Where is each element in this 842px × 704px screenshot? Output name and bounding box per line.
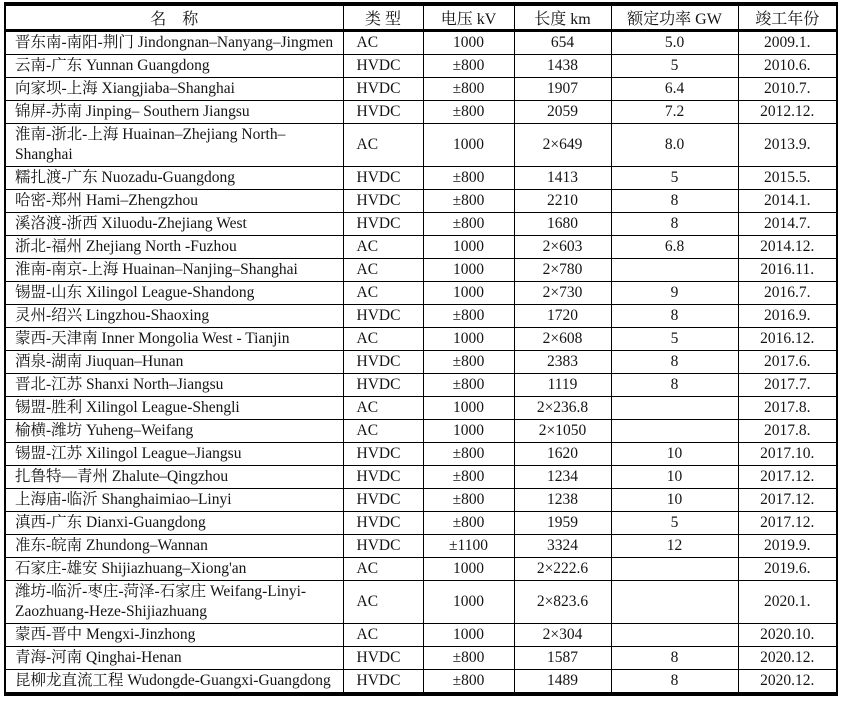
line-type-cell: HVDC: [343, 647, 423, 670]
line-name-cell: 扎鲁特—青州 Zhalute–Qingzhou: [5, 466, 343, 489]
line-name-cell: 锦屏-苏南 Jinping– Southern Jiangsu: [5, 101, 343, 124]
line-completion-year-cell: 2014.12.: [738, 236, 837, 259]
line-type-cell: HVDC: [343, 55, 423, 78]
line-type-cell: HVDC: [343, 512, 423, 535]
line-length-cell: 1959: [514, 512, 611, 535]
line-length-cell: 1119: [514, 374, 611, 397]
line-voltage-cell: ±800: [423, 466, 514, 489]
line-length-cell: 2059: [514, 101, 611, 124]
table-row: [5, 78, 837, 101]
line-completion-year-cell: 2020.12.: [738, 670, 837, 695]
line-type-cell: HVDC: [343, 670, 423, 695]
line-voltage-cell: ±800: [423, 512, 514, 535]
table-row: [5, 167, 837, 190]
table-row: [5, 124, 837, 167]
table-row: [5, 351, 837, 374]
line-rated-power-cell: 10: [611, 443, 738, 466]
column-header-name: 名 称: [5, 4, 343, 31]
line-length-cell: 1907: [514, 78, 611, 101]
table-body: [5, 31, 837, 695]
line-name-cell: 榆横-潍坊 Yuheng–Weifang: [5, 420, 343, 443]
line-length-cell: 2×649: [514, 124, 611, 167]
line-type-cell: AC: [343, 328, 423, 351]
line-voltage-cell: ±800: [423, 670, 514, 695]
line-completion-year-cell: 2020.10.: [738, 624, 837, 647]
line-rated-power-cell: 7.2: [611, 101, 738, 124]
column-header-year: 竣工年份: [738, 4, 837, 31]
table-row: [5, 581, 837, 624]
line-length-cell: 1720: [514, 305, 611, 328]
line-voltage-cell: 1000: [423, 236, 514, 259]
table-row: [5, 535, 837, 558]
table-row: [5, 624, 837, 647]
line-length-cell: 1438: [514, 55, 611, 78]
line-rated-power-cell: 5: [611, 167, 738, 190]
line-type-cell: AC: [343, 624, 423, 647]
line-name-cell: 锡盟-江苏 Xilingol League–Jiangsu: [5, 443, 343, 466]
line-rated-power-cell: 5: [611, 512, 738, 535]
line-name-cell: 酒泉-湖南 Jiuquan–Hunan: [5, 351, 343, 374]
line-voltage-cell: ±800: [423, 101, 514, 124]
table-row: [5, 259, 837, 282]
table-row: [5, 647, 837, 670]
line-voltage-cell: 1000: [423, 397, 514, 420]
line-voltage-cell: 1000: [423, 282, 514, 305]
table-row: [5, 213, 837, 236]
table-row: [5, 466, 837, 489]
line-type-cell: AC: [343, 420, 423, 443]
line-completion-year-cell: 2020.12.: [738, 647, 837, 670]
line-completion-year-cell: 2009.1.: [738, 31, 837, 55]
column-header-power: 额定功率 GW: [611, 4, 738, 31]
line-voltage-cell: ±800: [423, 55, 514, 78]
line-completion-year-cell: 2017.7.: [738, 374, 837, 397]
line-type-cell: AC: [343, 31, 423, 55]
line-completion-year-cell: 2017.10.: [738, 443, 837, 466]
line-completion-year-cell: 2016.11.: [738, 259, 837, 282]
line-rated-power-cell: 5: [611, 328, 738, 351]
line-voltage-cell: ±1100: [423, 535, 514, 558]
line-length-cell: 1587: [514, 647, 611, 670]
line-completion-year-cell: 2017.12.: [738, 466, 837, 489]
line-rated-power-cell: 10: [611, 466, 738, 489]
line-voltage-cell: 1000: [423, 124, 514, 167]
line-voltage-cell: 1000: [423, 31, 514, 55]
line-completion-year-cell: 2012.12.: [738, 101, 837, 124]
line-name-cell: 滇西-广东 Dianxi-Guangdong: [5, 512, 343, 535]
line-name-cell: 石家庄-雄安 Shijiazhuang–Xiong'an: [5, 558, 343, 581]
line-name-cell: 淮南-浙北-上海 Huainan–Zhejiang North–Shanghai: [5, 124, 343, 167]
line-voltage-cell: 1000: [423, 259, 514, 282]
line-name-cell: 潍坊-临沂-枣庄-菏泽-石家庄 Weifang-Linyi-Zaozhuang-Heze-Shijiazhuang: [5, 581, 343, 624]
line-completion-year-cell: 2016.7.: [738, 282, 837, 305]
table-row: [5, 489, 837, 512]
table-row: [5, 236, 837, 259]
line-voltage-cell: 1000: [423, 558, 514, 581]
line-length-cell: 2×603: [514, 236, 611, 259]
line-name-cell: 浙北-福州 Zhejiang North -Fuzhou: [5, 236, 343, 259]
line-completion-year-cell: 2014.7.: [738, 213, 837, 236]
line-rated-power-cell: 8: [611, 670, 738, 695]
line-type-cell: HVDC: [343, 305, 423, 328]
line-completion-year-cell: 2019.6.: [738, 558, 837, 581]
line-type-cell: AC: [343, 558, 423, 581]
line-voltage-cell: ±800: [423, 78, 514, 101]
line-voltage-cell: ±800: [423, 213, 514, 236]
line-type-cell: HVDC: [343, 489, 423, 512]
line-type-cell: HVDC: [343, 78, 423, 101]
line-rated-power-cell: [611, 420, 738, 443]
line-type-cell: AC: [343, 282, 423, 305]
table-row: [5, 558, 837, 581]
line-voltage-cell: ±800: [423, 647, 514, 670]
line-type-cell: AC: [343, 259, 423, 282]
line-rated-power-cell: 8: [611, 647, 738, 670]
line-voltage-cell: ±800: [423, 351, 514, 374]
table-row: [5, 101, 837, 124]
line-voltage-cell: ±800: [423, 374, 514, 397]
table-row: [5, 305, 837, 328]
line-name-cell: 蒙西-天津南 Inner Mongolia West - Tianjin: [5, 328, 343, 351]
line-name-cell: 溪洛渡-浙西 Xiluodu-Zhejiang West: [5, 213, 343, 236]
line-completion-year-cell: 2013.9.: [738, 124, 837, 167]
column-header-type: 类 型: [343, 4, 423, 31]
line-rated-power-cell: 8.0: [611, 124, 738, 167]
line-length-cell: 2×780: [514, 259, 611, 282]
line-length-cell: 1620: [514, 443, 611, 466]
line-name-cell: 锡盟-胜利 Xilingol League-Shengli: [5, 397, 343, 420]
table-row: [5, 282, 837, 305]
line-name-cell: 青海-河南 Qinghai-Henan: [5, 647, 343, 670]
table-header: [5, 4, 837, 31]
line-rated-power-cell: 5.0: [611, 31, 738, 55]
line-length-cell: 1489: [514, 670, 611, 695]
line-length-cell: 2383: [514, 351, 611, 374]
line-completion-year-cell: 2017.8.: [738, 397, 837, 420]
line-length-cell: 2×236.8: [514, 397, 611, 420]
table-row: [5, 397, 837, 420]
line-type-cell: AC: [343, 124, 423, 167]
line-rated-power-cell: 9: [611, 282, 738, 305]
line-rated-power-cell: 8: [611, 213, 738, 236]
line-name-cell: 糯扎渡-广东 Nuozadu-Guangdong: [5, 167, 343, 190]
line-voltage-cell: 1000: [423, 328, 514, 351]
line-rated-power-cell: 6.4: [611, 78, 738, 101]
line-completion-year-cell: 2017.8.: [738, 420, 837, 443]
line-type-cell: HVDC: [343, 167, 423, 190]
line-voltage-cell: ±800: [423, 489, 514, 512]
line-name-cell: 蒙西-晋中 Mengxi-Jinzhong: [5, 624, 343, 647]
table-row: [5, 31, 837, 55]
line-name-cell: 灵州-绍兴 Lingzhou-Shaoxing: [5, 305, 343, 328]
uhv-transmission-lines-table: [4, 2, 838, 696]
line-name-cell: 向家坝-上海 Xiangjiaba–Shanghai: [5, 78, 343, 101]
header-row: [5, 4, 837, 31]
line-completion-year-cell: 2020.1.: [738, 581, 837, 624]
line-name-cell: 准东-皖南 Zhundong–Wannan: [5, 535, 343, 558]
line-name-cell: 锡盟-山东 Xilingol League-Shandong: [5, 282, 343, 305]
line-type-cell: HVDC: [343, 535, 423, 558]
line-length-cell: 2×730: [514, 282, 611, 305]
line-voltage-cell: ±800: [423, 443, 514, 466]
column-header-voltage: 电压 kV: [423, 4, 514, 31]
table-row: [5, 670, 837, 695]
line-completion-year-cell: 2016.9.: [738, 305, 837, 328]
line-rated-power-cell: [611, 397, 738, 420]
line-rated-power-cell: 8: [611, 351, 738, 374]
line-rated-power-cell: 8: [611, 374, 738, 397]
line-length-cell: 1680: [514, 213, 611, 236]
table-row: [5, 420, 837, 443]
table-row: [5, 190, 837, 213]
line-length-cell: 2210: [514, 190, 611, 213]
line-voltage-cell: 1000: [423, 420, 514, 443]
line-length-cell: 1413: [514, 167, 611, 190]
line-completion-year-cell: 2010.7.: [738, 78, 837, 101]
line-type-cell: HVDC: [343, 374, 423, 397]
line-completion-year-cell: 2015.5.: [738, 167, 837, 190]
line-completion-year-cell: 2017.12.: [738, 489, 837, 512]
line-length-cell: 1238: [514, 489, 611, 512]
line-length-cell: 3324: [514, 535, 611, 558]
line-rated-power-cell: [611, 558, 738, 581]
table-row: [5, 55, 837, 78]
line-name-cell: 淮南-南京-上海 Huainan–Nanjing–Shanghai: [5, 259, 343, 282]
line-completion-year-cell: 2017.6.: [738, 351, 837, 374]
line-rated-power-cell: 6.8: [611, 236, 738, 259]
table-row: [5, 374, 837, 397]
line-completion-year-cell: 2010.6.: [738, 55, 837, 78]
line-length-cell: 2×304: [514, 624, 611, 647]
line-name-cell: 云南-广东 Yunnan Guangdong: [5, 55, 343, 78]
line-name-cell: 哈密-郑州 Hami–Zhengzhou: [5, 190, 343, 213]
line-voltage-cell: ±800: [423, 167, 514, 190]
line-length-cell: 2×823.6: [514, 581, 611, 624]
table-row: [5, 512, 837, 535]
line-completion-year-cell: 2019.9.: [738, 535, 837, 558]
line-type-cell: HVDC: [343, 101, 423, 124]
line-voltage-cell: 1000: [423, 581, 514, 624]
line-length-cell: 2×1050: [514, 420, 611, 443]
line-length-cell: 2×222.6: [514, 558, 611, 581]
line-completion-year-cell: 2014.1.: [738, 190, 837, 213]
line-name-cell: 昆柳龙直流工程 Wudongde-Guangxi-Guangdong: [5, 670, 343, 695]
line-type-cell: AC: [343, 236, 423, 259]
line-rated-power-cell: [611, 581, 738, 624]
line-type-cell: AC: [343, 581, 423, 624]
line-voltage-cell: ±800: [423, 190, 514, 213]
line-rated-power-cell: 5: [611, 55, 738, 78]
line-rated-power-cell: [611, 624, 738, 647]
line-name-cell: 晋东南-南阳-荆门 Jindongnan–Nanyang–Jingmen: [5, 31, 343, 55]
line-completion-year-cell: 2017.12.: [738, 512, 837, 535]
line-type-cell: HVDC: [343, 443, 423, 466]
line-voltage-cell: 1000: [423, 624, 514, 647]
line-rated-power-cell: [611, 259, 738, 282]
table-row: [5, 443, 837, 466]
line-type-cell: HVDC: [343, 466, 423, 489]
line-name-cell: 晋北-江苏 Shanxi North–Jiangsu: [5, 374, 343, 397]
line-rated-power-cell: 8: [611, 190, 738, 213]
line-type-cell: AC: [343, 397, 423, 420]
line-length-cell: 2×608: [514, 328, 611, 351]
line-name-cell: 上海庙-临沂 Shanghaimiao–Linyi: [5, 489, 343, 512]
line-rated-power-cell: 8: [611, 305, 738, 328]
line-type-cell: HVDC: [343, 190, 423, 213]
line-type-cell: HVDC: [343, 213, 423, 236]
line-rated-power-cell: 10: [611, 489, 738, 512]
line-rated-power-cell: 12: [611, 535, 738, 558]
table-row: [5, 328, 837, 351]
line-type-cell: HVDC: [343, 351, 423, 374]
column-header-length: 长度 km: [514, 4, 611, 31]
line-completion-year-cell: 2016.12.: [738, 328, 837, 351]
line-voltage-cell: ±800: [423, 305, 514, 328]
line-length-cell: 1234: [514, 466, 611, 489]
line-length-cell: 654: [514, 31, 611, 55]
